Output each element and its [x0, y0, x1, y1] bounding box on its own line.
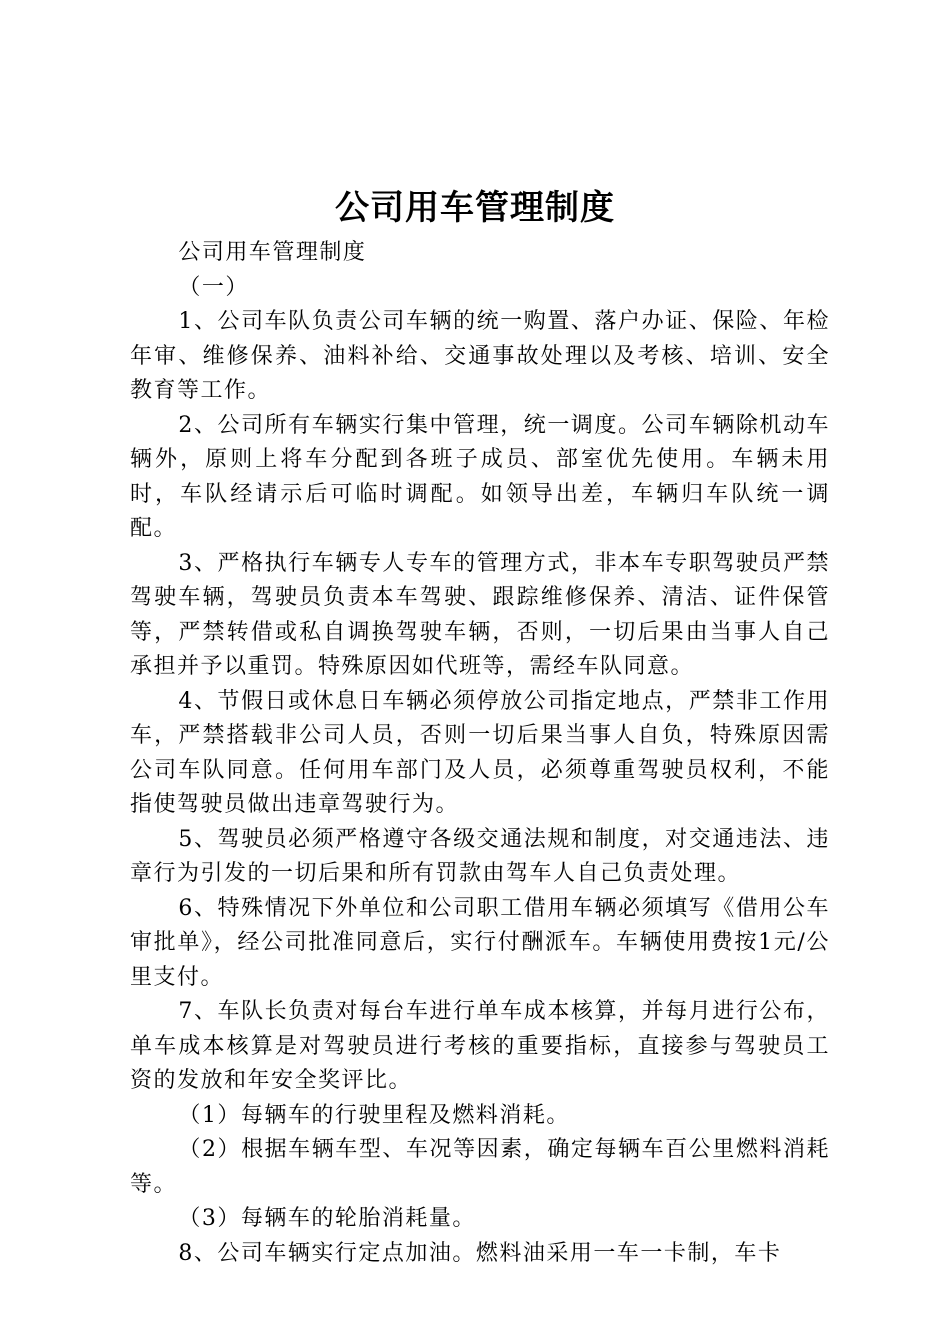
document-title: 公司用车管理制度	[335, 188, 615, 228]
document-body	[130, 236, 830, 1271]
paragraph-item-8: 8、公司车辆实行定点加油。燃料油采用一车一卡制，车卡	[178, 1240, 782, 1266]
body-heading: 公司用车管理制度	[178, 240, 367, 265]
paragraph-item-4: 4、节假日或休息日车辆必须停放公司指定地点，严禁非工作用车，严禁搭载非公司人员，否则一切后果当事人自负，特殊原因需公司车队同意。任何用车部门及人员，必须尊重驾驶员权利，不能指使驾驶员做出违章驾驶行为。	[130, 688, 830, 817]
sub-item-1: （1）每辆车的行驶里程及燃料消耗。	[178, 1102, 570, 1128]
paragraph-item-2: 2、公司所有车辆实行集中管理，统一调度。公司车辆除机动车辆外，原则上将车分配到各班子成员、部室优先使用。车辆未用时，车队经请示后可临时调配。如领导出差，车辆归车队统一调配。	[130, 412, 830, 541]
paragraph-item-5: 5、驾驶员必须严格遵守各级交通法规和制度，对交通违法、违章行为引发的一切后果和所有罚款由驾车人自己负责处理。	[130, 826, 830, 886]
sub-item-2: （2）根据车辆车型、车况等因素，确定每辆车百公里燃料消耗等。	[130, 1137, 830, 1197]
paragraph-item-3: 3、严格执行车辆专人专车的管理方式，非本车专职驾驶员严禁驾驶车辆，驾驶员负责本车驾驶、跟踪维修保养、清洁、证件保管等，严禁转借或私自调换驾驶车辆，否则，一切后果由当事人自己承担并予以重罚。特殊原因如代班等，需经车队同意。	[130, 550, 830, 679]
paragraph-item-1: 1、公司车队负责公司车辆的统一购置、落户办证、保险、年检年审、维修保养、油料补给、交通事故处理以及考核、培训、安全教育等工作。	[130, 309, 830, 403]
sub-item-3: （3）每辆车的轮胎消耗量。	[178, 1206, 476, 1231]
paragraph-item-6: 6、特殊情况下外单位和公司职工借用车辆必须填写《借用公车审批单》，经公司批准同意后，实行付酬派车。车辆使用费按1元/公里支付。	[130, 895, 830, 990]
paragraph-item-7: 7、车队长负责对每台车进行单车成本核算，并每月进行公布，单车成本核算是对驾驶员进行考核的重要指标，直接参与驾驶员工资的发放和年安全奖评比。	[130, 999, 830, 1093]
section-marker: （一）	[178, 274, 249, 300]
